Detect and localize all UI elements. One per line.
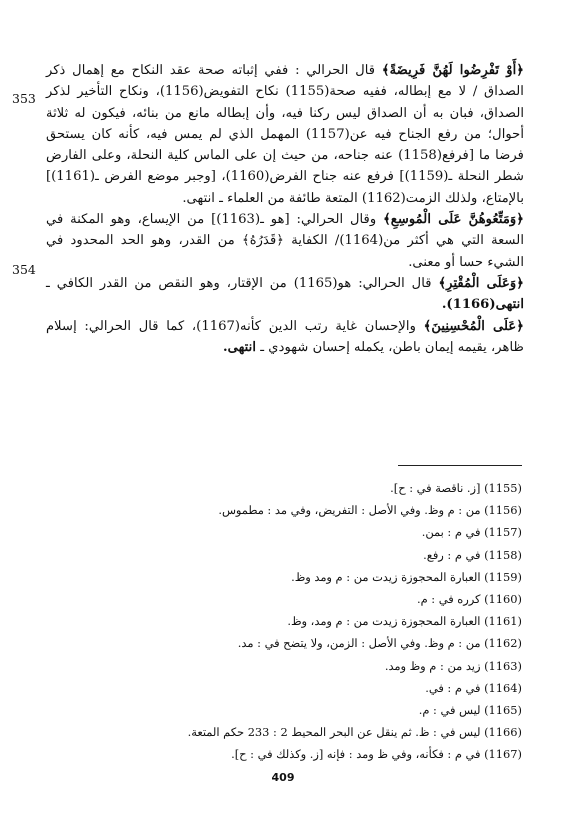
paragraph-1 [46, 60, 524, 209]
paragraph-4 [46, 316, 524, 359]
quran-quote: ﴿وَعَلَى الْمُقْتِرِ﴾ [438, 275, 524, 291]
footnote: (1159) العبارة المحجوزة زيدت من : م ومد وظ. [291, 569, 522, 584]
intaha-mark: انتهى(1166). [441, 297, 524, 313]
paragraph-text: وقال الحرالي: [هو ـ(1163)] من الإيساع، وهو المكنة في السعة التي هي أكثر من(1164)/ الكفاية ﴿قَدَرُهُ﴾ من القدر، وهو الحد المحدود في الشيء حسا أو معنى. [46, 212, 524, 270]
footnote: (1160) كرره في : م. [416, 592, 522, 607]
margin-number: 354 [12, 262, 36, 277]
quran-quote: ﴿عَلَى الْمُحْسِنِينَ﴾ [423, 318, 524, 334]
footnotes [60, 477, 522, 766]
footnote: (1166) ليس في : ظ. ثم ينقل عن البحر المحيط 2 : 233 حكم المتعة. [187, 725, 522, 740]
footnote: (1167) في م : فكأنه، وفي ظ ومد : فإنه [ز. وكذلك في : ح]. [231, 747, 522, 762]
intaha-mark: انتهى. [223, 339, 256, 355]
paragraph-2 [46, 209, 524, 273]
footnote-separator [398, 465, 522, 466]
quran-quote: ﴿أَوْ تَفْرِضُوا لَهُنَّ فَرِيضَةً﴾ [381, 63, 524, 78]
paragraph-text: والإحسان غاية رتب الدين كأنه(1167)، كما قال الحرالي: إسلام ظاهر، يقيمه إيمان باطن، يكمله إحسان شهودي ـ [46, 318, 524, 355]
footnote: (1161) العبارة المحجوزة زيدت من : م ومد، وظ. [287, 614, 522, 629]
footnote: (1165) ليس في : م. [418, 703, 522, 718]
main-text [46, 60, 524, 358]
page-number: 409 [271, 771, 295, 784]
footnote: (1158) في م : رفع. [423, 547, 522, 562]
paragraph-3 [46, 273, 524, 316]
footnote: (1155) [ز. ناقصة في : ح]. [390, 481, 522, 495]
footnote: (1157) في م : بمن. [421, 525, 522, 540]
margin-number: 353 [12, 91, 36, 106]
paragraph-text: قال الحرالي : ففي إثباته صحة عقد النكاح مع إهمال ذكر الصداق / لا مع إبطاله، ففيه صحة(1155) نكاح التفويض(1156)، ونكاح التأخير لذكر الصداق، فبان به أن الصداق ليس ركنا فيه، وأن إبطاله مانع من بنائه، فيكون له ثلاثة أحوال؛ من رفع الجناح فيه عن(1157) المهمل الذي لم يمس فيه، كأنه كان يستحق فرضا ما [فرفع(1158) عنه جناحه، من حيث إن على الماس كلية النحلة، وعلى الفارض شطر النحلة ـ(1159)] فرفع عنه جناح الفرض(1160)، [وجبر موضع الفرض ـ(1161)] بالإمتاع، ولذلك الزمت(1162) المتعة طائفة من العلماء ـ انتهى. [46, 63, 524, 206]
quran-quote: ﴿وَمَتِّعُوهُنَّ عَلَى الْمُوسِعِ﴾ [383, 212, 524, 228]
footnote: (1156) من : م وظ. وفي الأصل : التفريض، وفي مد : مطموس. [218, 503, 522, 518]
footnote: (1164) في م : في. [425, 680, 522, 695]
footnote: (1163) زيد من : م وظ ومد. [384, 658, 522, 673]
paragraph-text: قال الحرالي: هو(1165) من الإقتار، وهو النقص من القدر الكافي ـ [46, 275, 432, 291]
footnote: (1162) من : م وظ. وفي الأصل : الزمن، ولا يتضح في : مد. [237, 636, 522, 651]
